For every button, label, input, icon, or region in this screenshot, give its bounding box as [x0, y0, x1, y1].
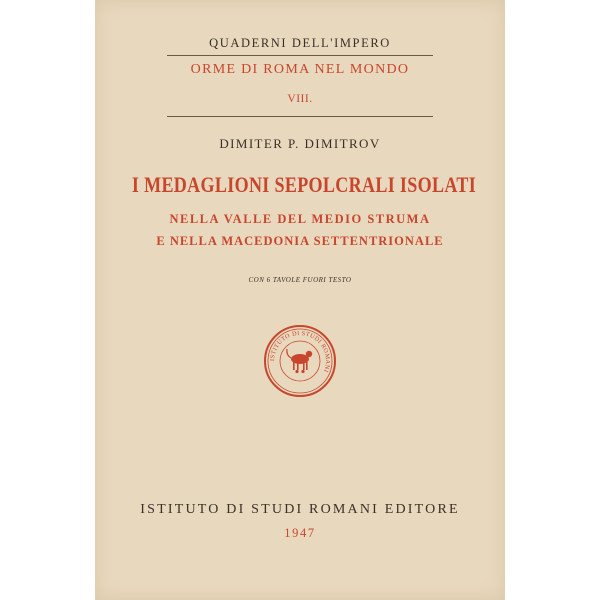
series-divider [167, 55, 433, 56]
publisher-seal [262, 323, 338, 399]
author-name: DIMITER P. DIMITROV [219, 136, 381, 151]
subseries-title: ORME DI ROMA NEL MONDO [190, 62, 410, 77]
title-page [95, 0, 505, 600]
wolf-emblem-icon [287, 349, 312, 373]
book-title: I MEDAGLIONI SEPOLCRALI ISOLATI [131, 172, 477, 197]
seal-text: ISTITUTO DI STUDI ROMANI [268, 329, 332, 374]
svg-text:ISTITUTO DI STUDI ROMANI [269, 330, 331, 373]
series-title: QUADERNI DELL'IMPERO [209, 36, 391, 50]
publication-year: 1947 [284, 526, 316, 540]
volume-number: VIII. [287, 93, 313, 105]
subtitle-line-1: NELLA VALLE DEL MEDIO STRUMA [169, 212, 431, 226]
subtitle-line-2: E NELLA MACEDONIA SETTENTRIONALE [156, 234, 444, 248]
publisher-name: ISTITUTO DI STUDI ROMANI EDITORE [140, 502, 460, 517]
volume-divider [167, 116, 433, 117]
plates-note: CON 6 TAVOLE FUORI TESTO [248, 276, 352, 284]
